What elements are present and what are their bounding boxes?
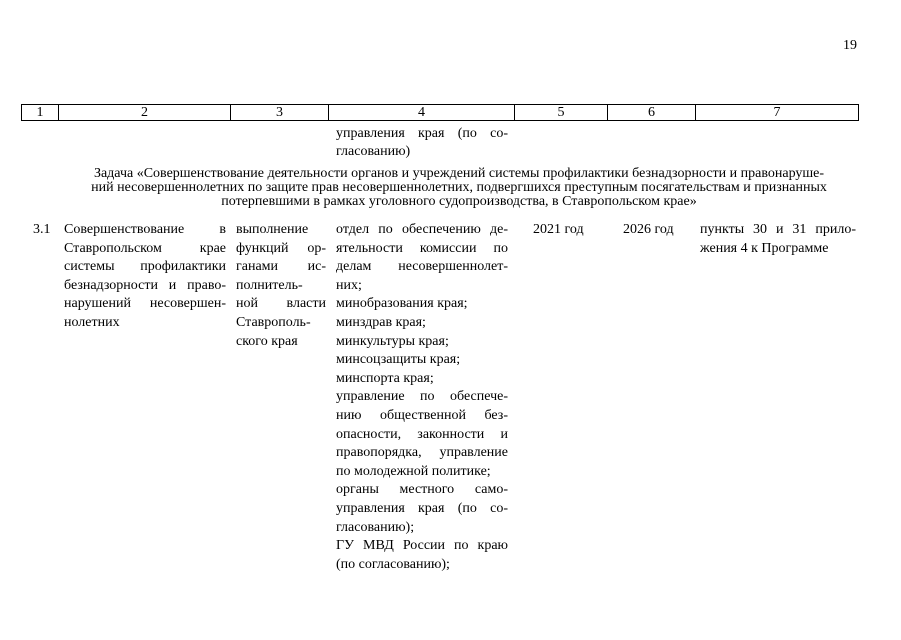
measure-name-cell: [64, 221, 226, 333]
header-col-1: 1: [22, 105, 59, 121]
header-col-5: 5: [515, 105, 608, 121]
start-year: 2021 год: [533, 222, 584, 237]
task-heading-line: ний несовершеннолетних по защите прав несовершеннолетних, подвергшихся преступным посягательствам и признанных: [91, 180, 827, 195]
activity-line: функций ор-: [236, 240, 326, 256]
executor-line: делам несовершеннолет-: [336, 259, 508, 275]
executor-line: них;: [336, 277, 362, 293]
executors-cell: [336, 221, 508, 574]
continuation-text: [336, 125, 508, 161]
task-heading-line: Задача «Совершенствование деятельности органов и учреждений системы профилактики безнадзорности и правонаруше-: [93, 166, 825, 181]
executor-line: минобразования края;: [336, 296, 468, 312]
program-reference-line: пункты 30 и 31 прило-: [700, 222, 856, 237]
activity-line: Ставрополь-: [236, 314, 311, 330]
measure-name-line: нолетних: [64, 314, 120, 330]
executor-line: правопорядка, управление: [336, 445, 508, 461]
measure-name-line: нарушений несовершен-: [64, 296, 226, 312]
executor-line: минкультуры края;: [336, 333, 449, 349]
executor-line: минсоцзащиты края;: [336, 352, 461, 368]
executor-line: ГУ МВД России по краю: [336, 538, 508, 554]
executor-line: органы местного само-: [336, 482, 508, 498]
continuation-line: гласованию): [336, 144, 411, 159]
header-col-7: 7: [696, 105, 859, 121]
header-col-4: 4: [329, 105, 515, 121]
executor-line: отдел по обеспечению де-: [336, 222, 508, 237]
task-heading: [64, 167, 854, 209]
activity-line: ганами ис-: [236, 259, 326, 275]
executor-line: ятельности комиссии по: [336, 240, 508, 256]
measure-name-line: безнадзорности и право-: [64, 277, 226, 293]
page-number: 19: [843, 38, 857, 53]
task-heading-line: потерпевшими в рамках уголовного судопроизводства, в Ставропольском крае»: [221, 194, 697, 209]
program-reference-line: жения 4 к Программе: [700, 240, 829, 256]
activity-line: полнитель-: [236, 277, 303, 293]
column-number-header: [21, 104, 859, 121]
header-col-3: 3: [231, 105, 329, 121]
executor-line: (по согласованию);: [336, 556, 450, 572]
activity-line: выполнение: [236, 222, 309, 237]
measure-name-line: системы профилактики: [64, 259, 226, 275]
activity-line: ского края: [236, 333, 298, 349]
executor-line: нию общественной без-: [336, 407, 508, 423]
executor-line: по молодежной политике;: [336, 463, 491, 479]
end-year: 2026 год: [623, 222, 674, 237]
executor-line: минздрав края;: [336, 314, 426, 330]
activity-cell: [236, 221, 326, 351]
continuation-line: управления края (по со-: [336, 126, 508, 141]
measure-name-line: Ставропольском крае: [64, 240, 226, 256]
activity-line: ной власти: [236, 296, 326, 312]
executor-line: гласованию);: [336, 519, 415, 535]
program-reference-cell: [700, 221, 856, 258]
executor-line: минспорта края;: [336, 370, 434, 386]
header-col-6: 6: [608, 105, 696, 121]
row-number: 3.1: [33, 222, 51, 237]
header-col-2: 2: [59, 105, 231, 121]
measure-name-line: Совершенствование в: [64, 222, 226, 237]
executor-line: опасности, законности и: [336, 426, 508, 442]
executor-line: управления края (по со-: [336, 500, 508, 516]
executor-line: управление по обеспече-: [336, 389, 508, 405]
